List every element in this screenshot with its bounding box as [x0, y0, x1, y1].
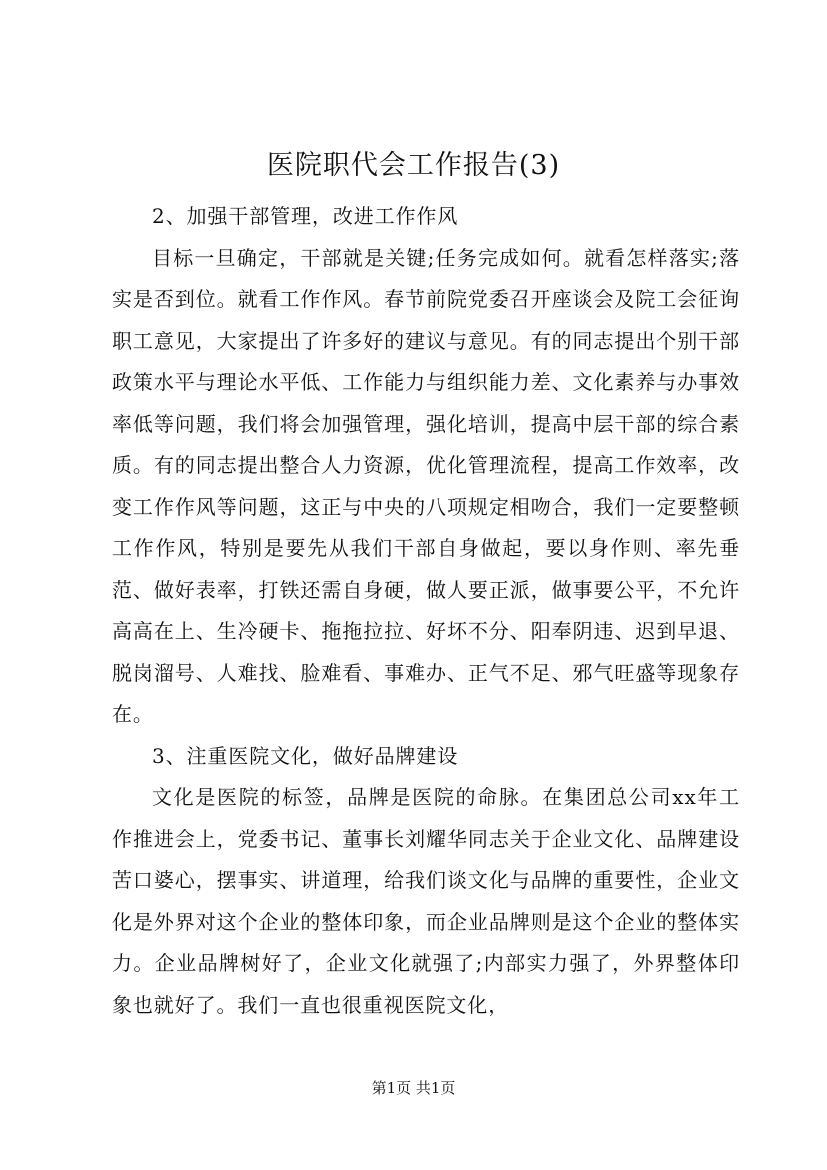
page-number-footer: 第1页 共1页: [371, 1079, 456, 1097]
body-paragraph: 文化是医院的标签，品牌是医院的命脉。在集团总公司xx年工作推进会上，党委书记、董事长刘耀华同志关于企业文化、品牌建设苦口婆心，摆事实、讲道理，给我们谈文化与品牌的重要性，企业文化是外界对这个企业的整体印象，而企业品牌则是这个企业的整体实力。企业品牌树好了，企业文化就强了;内部实力强了，外界整体印象也就好了。我们一直也很重视医院文化，: [112, 785, 740, 1017]
section-heading: 2、加强干部管理，改进工作作风: [152, 204, 459, 228]
page-title: 医院职代会工作报告(3): [266, 150, 561, 181]
section-heading: 3、注重医院文化，做好品牌建设: [152, 743, 459, 768]
body-paragraph: 目标一旦确定，干部就是关键;任务完成如何。就看怎样落实;落实是否到位。就看工作作风。春节前院党委召开座谈会及院工会征询职工意见，大家提出了许多好的建议与意见。有的同志提出个别干部政策水平与理论水平低、工作能力与组织能力差、文化素养与办事效率低等问题，我们将会加强管理，强化培训，提高中层干部的综合素质。有的同志提出整合人力资源，优化管理流程，提高工作效率，改变工作作风等问题，这正与中央的八项规定相吻合，我们一定要整顿工作作风，特别是要先从我们干部自身做起，要以身作则、率先垂范、做好表率，打铁还需自身硬，做人要正派，做事要公平，不允许高高在上、生冷硬卡、拖拖拉拉、好坏不分、阳奉阴违、迟到早退、脱岗溜号、人难找、脸难看、事难办、正气不足、邪气旺盛等现象存在。: [112, 245, 740, 726]
document-body: [112, 196, 740, 1026]
